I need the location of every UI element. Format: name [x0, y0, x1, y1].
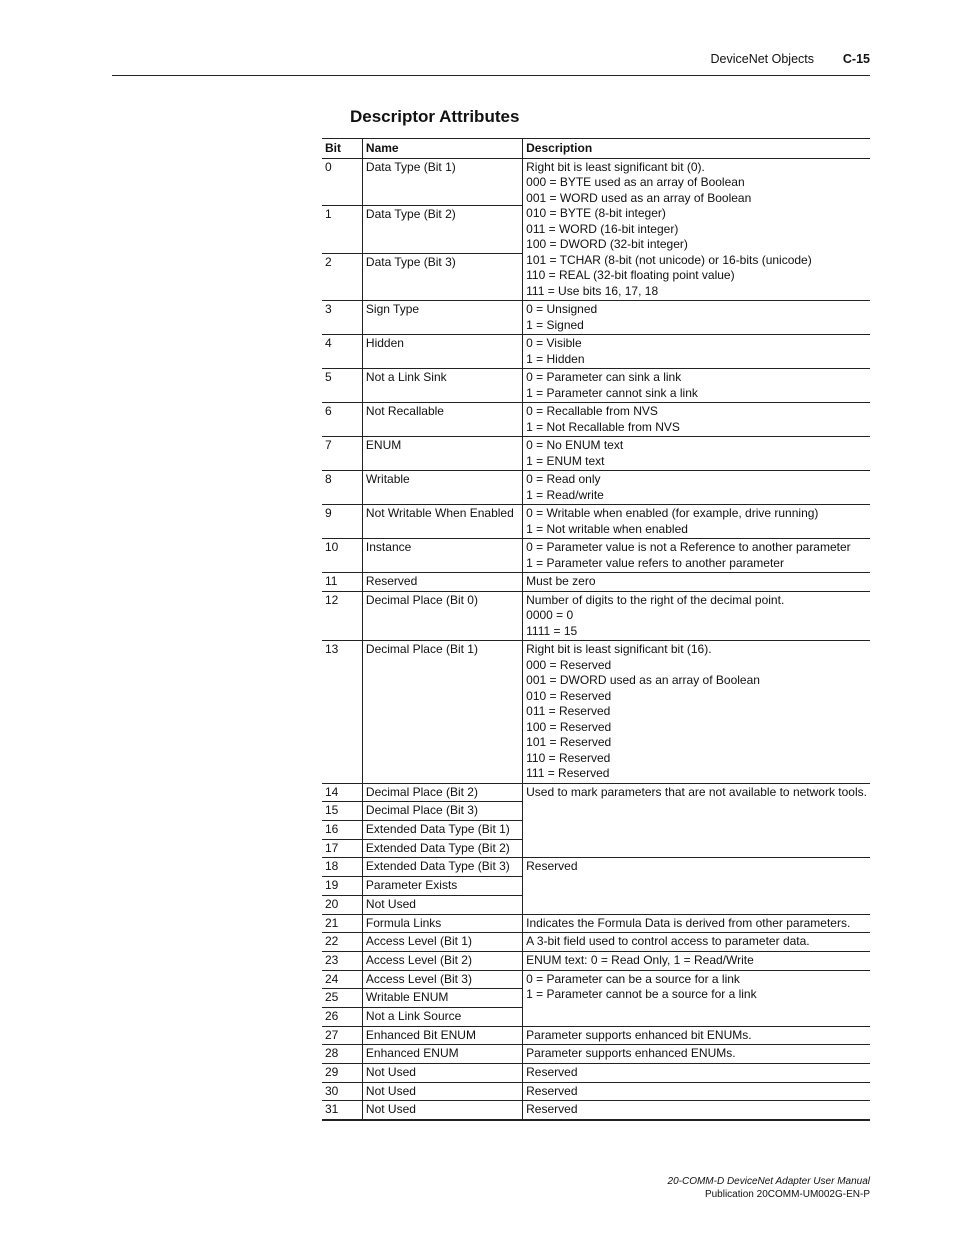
- table-row: [322, 591, 870, 641]
- bit-cell: 2: [322, 253, 362, 301]
- description-line: 001 = DWORD used as an array of Boolean: [526, 673, 760, 688]
- table-header-row: [322, 139, 870, 159]
- description-cell: [523, 539, 870, 573]
- description-cell: [523, 783, 870, 858]
- name-cell: Enhanced Bit ENUM: [362, 1026, 522, 1045]
- bit-cell: 12: [322, 591, 362, 641]
- bit-cell: 29: [322, 1064, 362, 1083]
- table-header: [322, 139, 870, 159]
- description-cell: [523, 1101, 870, 1120]
- bit-cell: 27: [322, 1026, 362, 1045]
- description-line: 011 = WORD (16-bit integer): [526, 221, 679, 236]
- table-row: [322, 301, 870, 335]
- bit-cell: 23: [322, 951, 362, 970]
- table-row: [322, 539, 870, 573]
- bit-cell: 17: [322, 839, 362, 858]
- header-page-number: C-15: [842, 52, 870, 66]
- table-row: [322, 1026, 870, 1045]
- description-line: 110 = REAL (32-bit floating point value): [526, 268, 735, 282]
- name-cell: Reserved: [362, 573, 522, 592]
- name-cell: Not Used: [362, 895, 522, 914]
- description-cell: [523, 970, 870, 1026]
- description-cell: [523, 301, 870, 335]
- description-line: 0 = Visible: [526, 336, 582, 350]
- name-cell: Not Used: [362, 1101, 522, 1120]
- description-line: Right bit is least significant bit (16).: [526, 642, 712, 657]
- table-row: [322, 471, 870, 505]
- description-cell: [523, 951, 870, 970]
- description-cell: [523, 1082, 870, 1101]
- name-cell: Access Level (Bit 3): [362, 970, 522, 989]
- name-cell: Not Writable When Enabled: [362, 505, 522, 539]
- column-header-name: Name: [362, 139, 522, 159]
- bit-cell: 19: [322, 877, 362, 896]
- name-cell: Writable ENUM: [362, 989, 522, 1008]
- description-line: 1 = Signed: [526, 317, 584, 332]
- description-cell: [523, 641, 870, 784]
- bit-cell: 10: [322, 539, 362, 573]
- name-cell: Instance: [362, 539, 522, 573]
- description-cell: [523, 933, 870, 952]
- table-row: [322, 158, 870, 206]
- description-line: 1 = ENUM text: [526, 453, 605, 468]
- description-line: 110 = Reserved: [526, 750, 611, 765]
- name-cell: Not a Link Sink: [362, 369, 522, 403]
- name-cell: Access Level (Bit 1): [362, 933, 522, 952]
- description-line: 000 = BYTE used as an array of Boolean: [526, 175, 745, 189]
- header-section-title: DeviceNet Objects: [710, 52, 814, 66]
- descriptor-attributes-table: [322, 138, 870, 1121]
- description-cell: [523, 335, 870, 369]
- table-row: [322, 858, 870, 877]
- bit-cell: 3: [322, 301, 362, 335]
- name-cell: Decimal Place (Bit 1): [362, 641, 522, 784]
- table-row: [322, 369, 870, 403]
- description-line: A 3-bit field used to control access to parameter data.: [526, 934, 810, 949]
- name-cell: Data Type (Bit 3): [362, 253, 522, 301]
- description-line: 100 = Reserved: [526, 719, 612, 734]
- name-cell: Hidden: [362, 335, 522, 369]
- bit-cell: 0: [322, 158, 362, 206]
- bit-cell: 30: [322, 1082, 362, 1101]
- description-line: 010 = BYTE (8-bit integer): [526, 206, 666, 220]
- description-line: Reserved: [526, 859, 578, 874]
- table-row: [322, 914, 870, 933]
- bit-cell: 14: [322, 783, 362, 802]
- description-cell: [523, 403, 870, 437]
- table-row: [322, 1101, 870, 1120]
- bit-cell: 13: [322, 641, 362, 784]
- table-row: [322, 1082, 870, 1101]
- bit-cell: 8: [322, 471, 362, 505]
- footer-publication-number: Publication 20COMM-UM002G-EN-P: [704, 1189, 870, 1200]
- section-title: Descriptor Attributes: [350, 107, 520, 126]
- name-cell: Decimal Place (Bit 0): [362, 591, 522, 641]
- name-cell: Writable: [362, 471, 522, 505]
- bit-cell: 4: [322, 335, 362, 369]
- description-line: 101 = Reserved: [526, 735, 612, 750]
- description-line: 111 = Use bits 16, 17, 18: [526, 283, 659, 298]
- bit-cell: 26: [322, 1007, 362, 1026]
- name-cell: Not Used: [362, 1064, 522, 1083]
- description-line: 1 = Hidden: [526, 351, 585, 366]
- description-line: Used to mark parameters that are not available to network tools.: [526, 784, 867, 799]
- bit-cell: 18: [322, 858, 362, 877]
- column-header-bit: Bit: [322, 139, 362, 159]
- bit-cell: 20: [322, 895, 362, 914]
- bit-cell: 24: [322, 970, 362, 989]
- table-row: [322, 505, 870, 539]
- description-line: 0 = Recallable from NVS: [526, 404, 658, 418]
- name-cell: Data Type (Bit 2): [362, 206, 522, 254]
- description-line: Reserved: [526, 1083, 578, 1098]
- bit-cell: 16: [322, 821, 362, 840]
- table-row: [322, 933, 870, 952]
- description-line: 1 = Not Recallable from NVS: [526, 419, 680, 434]
- description-line: 1 = Parameter cannot be a source for a link: [526, 987, 757, 1002]
- name-cell: ENUM: [362, 437, 522, 471]
- bit-cell: 21: [322, 914, 362, 933]
- name-cell: Not Recallable: [362, 403, 522, 437]
- description-cell: [523, 437, 870, 471]
- description-line: Reserved: [526, 1102, 578, 1117]
- bit-cell: 15: [322, 802, 362, 821]
- name-cell: Extended Data Type (Bit 1): [362, 821, 522, 840]
- name-cell: Parameter Exists: [362, 877, 522, 896]
- bit-cell: 5: [322, 369, 362, 403]
- description-line: 0 = Unsigned: [526, 302, 598, 316]
- description-cell: [523, 369, 870, 403]
- description-line: 1 = Not writable when enabled: [526, 521, 688, 536]
- description-line: Must be zero: [526, 574, 596, 588]
- description-line: 100 = DWORD (32-bit integer): [526, 237, 688, 251]
- description-line: 1 = Read/write: [526, 487, 604, 502]
- page-header: [0, 0, 954, 80]
- name-cell: Decimal Place (Bit 2): [362, 783, 522, 802]
- description-line: 1 = Parameter value refers to another parameter: [526, 555, 784, 570]
- description-cell: [523, 471, 870, 505]
- description-line: 101 = TCHAR (8-bit (not unicode) or 16-bits (unicode): [526, 252, 812, 267]
- bit-cell: 9: [322, 505, 362, 539]
- description-cell: [523, 505, 870, 539]
- name-cell: Sign Type: [362, 301, 522, 335]
- name-cell: Not a Link Source: [362, 1007, 522, 1026]
- description-line: ENUM text: 0 = Read Only, 1 = Read/Write: [526, 952, 754, 967]
- table-row: [322, 573, 870, 592]
- name-cell: Not Used: [362, 1082, 522, 1101]
- bit-cell: 1: [322, 206, 362, 254]
- name-cell: Extended Data Type (Bit 3): [362, 858, 522, 877]
- bit-cell: 22: [322, 933, 362, 952]
- description-line: 1 = Parameter cannot sink a link: [526, 385, 698, 400]
- description-cell: [523, 573, 870, 592]
- bit-cell: 31: [322, 1101, 362, 1120]
- table-row: [322, 951, 870, 970]
- description-line: Indicates the Formula Data is derived from other parameters.: [526, 915, 851, 930]
- table-row: [322, 335, 870, 369]
- description-line: Parameter supports enhanced bit ENUMs.: [526, 1027, 752, 1042]
- table-row: [322, 970, 870, 989]
- column-header-description: Description: [523, 139, 870, 159]
- description-line: Right bit is least significant bit (0).: [526, 159, 705, 174]
- description-line: 011 = Reserved: [526, 704, 611, 719]
- description-line: 0 = Read only: [526, 472, 601, 486]
- description-line: 010 = Reserved: [526, 688, 612, 703]
- description-line: 111 = Reserved: [526, 766, 610, 781]
- description-line: Parameter supports enhanced ENUMs.: [526, 1046, 736, 1061]
- description-line: 000 = Reserved: [526, 657, 612, 672]
- table-row: [322, 1045, 870, 1064]
- bit-cell: 28: [322, 1045, 362, 1064]
- name-cell: Extended Data Type (Bit 2): [362, 839, 522, 858]
- description-line: 0 = No ENUM text: [526, 438, 624, 452]
- description-line: 0 = Writable when enabled (for example, drive running): [526, 506, 819, 520]
- table-body: [322, 158, 870, 1120]
- name-cell: Data Type (Bit 1): [362, 158, 522, 206]
- table-row: [322, 783, 870, 802]
- description-cell: [523, 858, 870, 914]
- description-cell: [523, 158, 870, 301]
- description-line: 0 = Parameter can sink a link: [526, 370, 682, 384]
- bit-cell: 25: [322, 989, 362, 1008]
- table-row: [322, 403, 870, 437]
- description-cell: [523, 914, 870, 933]
- table-row: [322, 1064, 870, 1083]
- name-cell: Decimal Place (Bit 3): [362, 802, 522, 821]
- description-cell: [523, 1026, 870, 1045]
- header-rule: [112, 75, 870, 76]
- description-line: 0 = Parameter can be a source for a link: [526, 971, 740, 986]
- name-cell: Formula Links: [362, 914, 522, 933]
- description-line: Number of digits to the right of the decimal point.: [526, 592, 785, 607]
- footer-manual-title: 20-COMM-D DeviceNet Adapter User Manual: [667, 1176, 870, 1187]
- description-cell: [523, 591, 870, 641]
- description-line: 1111 = 15: [526, 623, 578, 638]
- description-line: 0000 = 0: [526, 608, 574, 623]
- table-row: [322, 437, 870, 471]
- description-line: 0 = Parameter value is not a Reference to another parameter: [526, 540, 851, 554]
- description-line: Reserved: [526, 1065, 578, 1079]
- description-cell: [523, 1045, 870, 1064]
- description-cell: [523, 1064, 870, 1083]
- description-line: 001 = WORD used as an array of Boolean: [526, 190, 752, 205]
- bit-cell: 7: [322, 437, 362, 471]
- bit-cell: 6: [322, 403, 362, 437]
- name-cell: Enhanced ENUM: [362, 1045, 522, 1064]
- table-row: [322, 641, 870, 784]
- name-cell: Access Level (Bit 2): [362, 951, 522, 970]
- bit-cell: 11: [322, 573, 362, 592]
